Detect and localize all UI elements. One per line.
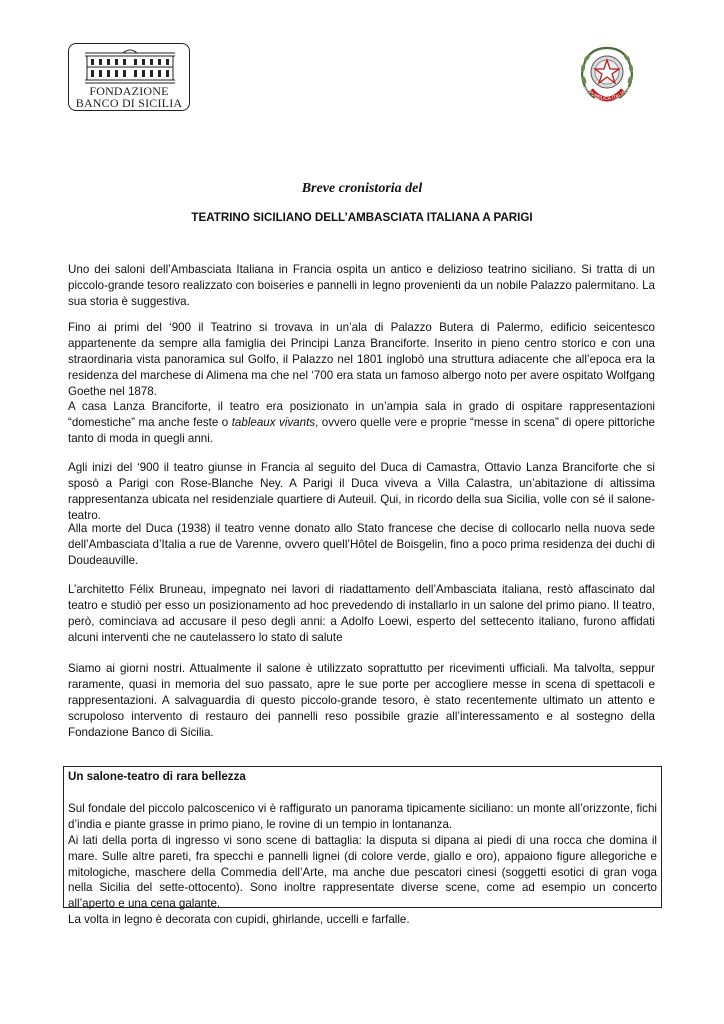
info-box (63, 766, 662, 927)
document-title: TEATRINO SICILIANO DELL’AMBASCIATA ITALIANA A PARIGI (191, 211, 533, 224)
paragraph-intro: Uno dei saloni dell’Ambasciata Italiana in Francia ospita un antico e delizioso teatrino siciliano. Si tratta di un piccolo-grande tesoro realizzato con boiseries e pannelli in legno provenienti da un nobile Palazzo palermitano. La sua storia è suggestiva. (68, 263, 655, 308)
logo-line-fondazione: FONDAZIONE (89, 84, 169, 98)
logo-line-banco: BANCO DI SICILIA (75, 96, 183, 110)
paragraph-francia: Agli inizi del ‘900 il teatro giunse in Francia al seguito del Duca di Camastra, Ottavio Lanza Branciforte che si sposò a Parigi con Rose-Blanche Ney. A Parigi il Duca viveva a Villa Calastra, un’abitazione di altissima rappresentanza ubicata nel residenziale quartiere di Auteuil. Qui, in ricordo della sua Sicilia, volle con sé il salone-teatro. (68, 461, 655, 522)
fondazione-logo (68, 43, 190, 111)
info-box-line: Ai lati della porta di ingresso vi sono scene di battaglia: la disputa si dipana ai piedi di una rocca che domina il mare. Sulle altre pareti, fra specchi e pannelli lignei (di colore verde, giallo e oro), appaiono figure allegoriche e mitologiche, maschere della Commedia dell’Arte, ma anche due pescatori cinesi (soggetti esotici di gran voga nella Sicilia del sette-ottocento). Sono inoltre rappresentate diverse scene, come ad esempio un concerto all’aperto e una cena galante. (68, 833, 657, 911)
italian-republic-emblem (567, 40, 647, 112)
paragraph-palazzo-butera: Fino ai primi del ‘900 il Teatrino si trovava in un’ala di Palazzo Butera di Palermo, edificio seicentesco appartenente da sempre alla famiglia dei Principi Lanza Branciforte. Inserito in pieno centro storico e con una straordinaria vista panoramica sul Golfo, il Palazzo nel 1801 inglobò una struttura adiacente che all’epoca era la residenza del marchese di Alimena ma che nel ‘700 era stata un famoso albergo noto per avere ospitato Wolfgang Goethe nel 1878. (68, 321, 655, 398)
paragraph-casa-lanza (68, 399, 655, 447)
info-box-body (68, 801, 657, 928)
info-box-line: La volta in legno è decorata con cupidi, ghirlande, uccelli e farfalle. (68, 913, 410, 927)
paragraph-text: A casa Lanza Branciforte, il teatro era posizionato in un’ampia sala in grado di ospitare rappresentazioni “domestiche” ma anche feste o (68, 400, 655, 429)
building-icon (83, 47, 177, 85)
paragraph-giorni-nostri: Siamo ai giorni nostri. Attualmente il salone è utilizzato soprattutto per ricevimenti ufficiali. Ma talvolta, seppur raramente, quasi in memoria del suo passato, apre le sue porte per accogliere messe in scena di spettacoli e rappresentazioni. A salvaguardia di questo piccolo-grande tesoro, è stato recentemente ultimato un attento e scrupoloso intervento di restauro dei pannelli reso possibile grazie all’interessamento e al sostegno della Fondazione Banco di Sicilia. (68, 662, 655, 739)
info-box-title: Un salone-teatro di rara bellezza (68, 770, 246, 783)
paragraph-architetto: L’architetto Félix Bruneau, impegnato nei lavori di riadattamento dell’Ambasciata italiana, restò affascinato dal teatro e studiò per esso un posizionamento ad hoc prevedendo di installarlo in un salone del primo piano. Il teatro, però, cominciava ad accusare il peso degli anni: a Adolfo Loewi, esperto del settecento italiano, furono affidati alcuni interventi che ne cautelassero lo stato di salute (68, 583, 655, 644)
italic-term: tableaux vivants (231, 415, 316, 429)
emblem-banner-text: REPUBBLICA ITALIANA (581, 85, 633, 103)
paragraph-text: , ovvero quelle vere e proprie “messe in scena” di opere pittoriche tanto di moda in quegli anni. (68, 415, 655, 445)
paragraph-morte-duca: Alla morte del Duca (1938) il teatro venne donato allo Stato francese che decise di collocarlo nella nuova sede dell’Ambasciata d’Italia a rue de Varenne, ovvero quell’Hôtel de Boisgelin, fino a poco prima residenza dei duchi di Doudeauville. (68, 522, 655, 567)
info-box-line: Sul fondale del piccolo palcoscenico vi è raffigurato un panorama tipicamente siciliano: un monte all’orizzonte, fichi d’india e piante grasse in primo piano, le rovine di un tempio in lontananza. (68, 801, 657, 831)
document-subtitle: Breve cronistoria del (301, 181, 423, 196)
